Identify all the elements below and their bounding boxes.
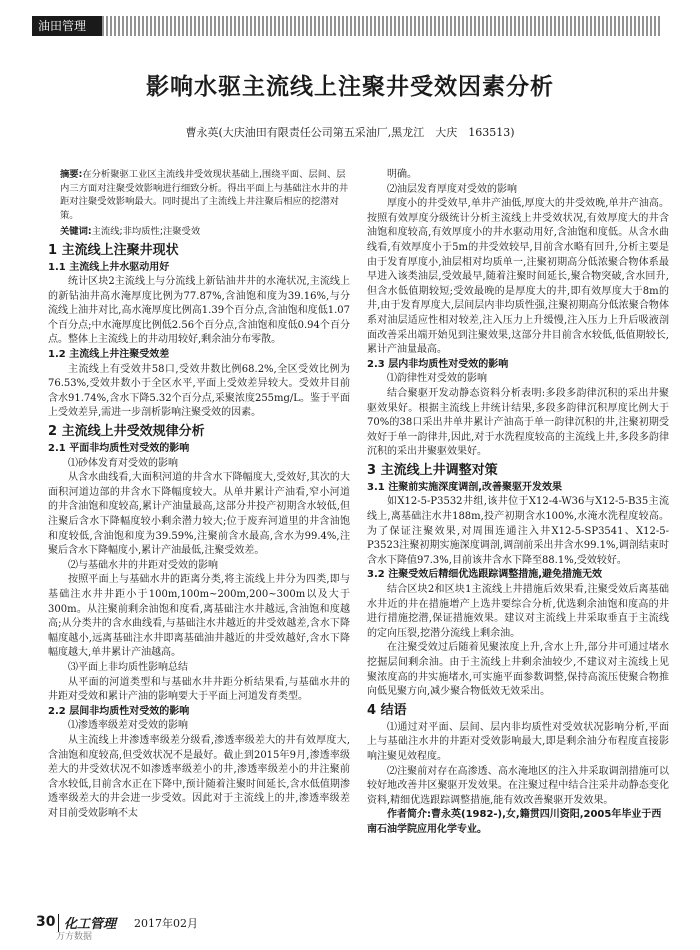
paragraph: 从含水曲线看,大面积河道的井含水下降幅度大,受效好,其次的大面积河道边部的井含水下降幅度较大。从单井累计产油看,窄小河道的井含油饱和度较高,累计产油量最高,这部分井投产初期含水较低,但注聚后含水下降幅度较小剩余潜力较大;位于废弃河道里的井含油饱和度较低,含油饱和度为39.59%,注聚前含水最高,含水为99.4%,注聚后含水下降幅度小,累计产油最低,注聚受效差。 — [48, 472, 350, 557]
header-stripe — [102, 16, 662, 36]
page-footer — [36, 910, 676, 942]
item-heading: ⑵油层发育厚度对受效的影响 — [387, 183, 517, 195]
paragraph: 厚度小的井受效早,单井产油低,厚度大的井受效晚,单井产油高。按照有效厚度分级统计分析主流线上井受效状况,有效厚度大的井含油饱和度较高,有效厚度小的井水驱动用好,含油饱和度低。从含水曲线看,有效厚度小于5m的井受效较早,目前含水略有回升,分析主要是由于发育厚度小,油层相对均质单一,注聚初期高分低浓聚合物体系最早进入该类油层,受效最早,随着注聚时间延长,聚合物突破,含水回升,但含水低值期较短;受效最晚的是厚度大的井,即有效厚度大于8m的井,由于发育厚度大,层间层内非均质性强,注聚初期高分低浓聚合物体系对油层适应性相对较差,注入压力上升缓慢,注入压力上升后吸液剖面改善采出端开始见到注聚效果,这部分井目前含水较低,低值期较长,累计产油量最高。 — [367, 198, 669, 356]
item-heading: ⑵与基础水井的井距对受效的影响 — [68, 559, 218, 571]
page-number: 30 — [36, 914, 56, 930]
paragraph: 主流线上有受效井58口,受效井数比例68.2%,全区受效比例为76.53%,受效井数小于全区水平,平面上受效差异较大。受效井目前含水91.74%,含水下降5.32个百分点,采聚浓度255mg/L。鉴于平面上受效差异,需进一步剖析影响注聚受效的因素。 — [48, 363, 350, 419]
section-heading: 3 主流线上井调整对策 — [367, 462, 498, 478]
left-column — [48, 168, 350, 821]
paragraph: 在注聚受效过后随着见聚浓度上升,含水上升,部分井可通过堵水挖掘层间剩余油。由于主流线上井剩余油较少,不建议对主流线上见聚浓度高的井实施堵水,可实施平面参数调整,保持高流压使聚合物推向低见聚方向,减少聚合物低效无效采出。 — [367, 642, 669, 698]
abstract-label: 摘要: — [60, 169, 83, 180]
section-heading: 4 结语 — [367, 702, 407, 718]
paragraph: 从主流线上井渗透率级差分级看,渗透率级差大的井有效厚度大,含油饱和度较高,但受效状况不是最好。截止到2015年9月,渗透率级差大的井受效状况不如渗透率级差小的井,渗透率级差小的井注聚前含水较低,目前含水正在下降中,预计随着注聚时间延长,含水低值期渗透率级差大的井会进一步受效。因此对于主流线上的井,渗透率级差对目前受效影响不太 — [48, 734, 350, 819]
section-label: 油田管理 — [32, 16, 102, 36]
page-header — [0, 0, 700, 36]
journal-logo: 化工管理 — [64, 917, 117, 932]
subsection-heading: 2.2 层间非均质性对受效的影响 — [48, 705, 190, 717]
section-heading: 1 主流线上注聚井现状 — [48, 242, 179, 258]
paragraph: ⑵注聚前对存在高渗透、高水淹地区的注入井采取调剖措施可以较好地改善井区聚驱开发效果。在注聚过程中结合注采井动静态变化资料,精细优选跟踪调整措施,能有效改善聚驱开发效果。 — [367, 765, 669, 806]
item-heading: ⑶平面上非均质性影响总结 — [68, 661, 188, 673]
item-heading: ⑴渗透率级差对受效的影响 — [68, 720, 188, 732]
keywords — [48, 225, 350, 239]
paragraph: ⑴通过对平面、层间、层内非均质性对受效状况影响分析,平面上与基础注水井的井距对受效影响最大,即是剩余油分布程度直接影响注聚见效程度。 — [367, 721, 669, 762]
keywords-label: 关键词: — [60, 226, 92, 237]
author-line: 曹永英(大庆油田有限责任公司第五采油厂,黑龙江 大庆 163513) — [185, 126, 515, 139]
subsection-heading: 3.1 注聚前实施深度调剖,改善聚驱开发效果 — [367, 481, 562, 493]
paragraph: 统计区块2主流线上与分流线上新钻油井井的水淹状况,主流线上的新钻油井高水淹厚度比例为77.87%,含油饱和度为39.16%,与分流线上油井对比,高水淹厚度比例高1.39个百分点,含油饱和度低1.07个百分点;中水淹厚度比例低2.56个百分点,含油饱和度低0.94个百分点。整体上主流线上的井动用较好,剩余油分布零散。 — [48, 276, 350, 346]
author-bio-text: 曹永英(1982-),女,籍贯四川资阳,2005年毕业于西南石油学院应用化学专业。 — [367, 809, 662, 835]
section-heading: 2 主流线上井受效规律分析 — [48, 424, 205, 440]
right-column — [367, 168, 669, 838]
item-heading: ⑴砂体发育对受效的影响 — [68, 457, 178, 469]
paragraph: 明确。 — [387, 169, 417, 180]
paragraph: 结合聚驱开发动静态资料分析表明:多段多韵律沉积的采出井聚驱效果好。根据主流线上井统计结果,多段多韵律沉积厚度比例大于70%的38口采出井单井累计产油高于单一韵律沉积的井,注聚初期受效好于单一韵律井,因此,对于水洗程度较高的主流线上井,多段多韵律沉积的采出井聚驱效果好。 — [367, 387, 669, 458]
author-bio-label: 作者简介: — [387, 809, 431, 821]
watermark: 万方数据 — [56, 932, 93, 942]
article-title: 影响水驱主流线上注聚井受效因素分析 — [146, 74, 554, 100]
subsection-heading: 2.3 层内非均质性对受效的影响 — [367, 358, 509, 370]
subsection-heading: 3.2 注聚受效后精细优选跟踪调整措施,避免措施无效 — [367, 569, 602, 581]
author-bio — [367, 808, 669, 837]
paragraph: 结合区块2和区块1主流线上井措施后效果看,注聚受效后离基础水井近的井在措施增产上选井要综合分析,优选剩余油饱和度高的井进行措施挖潜,保证措施效果。建议对主流线上井采取垂直于主流线的定向压裂,挖潜分流线上剩余油。 — [367, 584, 669, 639]
issue-date: 2017年02月 — [134, 917, 198, 930]
paragraph: 按照平面上与基础水井的距离分类,将主流线上井分为四类,即与基础注水井井距小于100m,100m~200m,200~300m以及大于300m。从注聚前剩余油饱和度看,离基础注水井越远,含油饱和度越高;从分类井的含水曲线看,与基础注水井越近的井受效越差,含水下降幅度越小,远离基础注水井即离基础油井越近的井受效越好,含水下降幅度越大,单井累计产油越高。 — [48, 574, 350, 659]
abstract-text: 在分析聚驱工业区主流线井受效现状基础上,围绕平面、层间、层内三方面对注聚受效影响进行细致分析。得出平面上与基础注水井的井距对注聚受效影响最大。同时提出了主流线上井注聚后相应的挖潜对策。 — [60, 169, 349, 221]
keywords-text: 主流线;非均质性;注聚受效 — [91, 226, 201, 237]
paragraph: 从平面的河道类型和与基础水井井距分析结果看,与基础水井的井距对受效和累计产油的影响要大于平面上河道发育类型。 — [48, 676, 350, 703]
item-heading: ⑴韵律性对受效的影响 — [387, 373, 487, 385]
abstract — [48, 168, 350, 222]
subsection-heading: 1.2 主流线上井注聚受效差 — [48, 349, 170, 361]
subsection-heading: 1.1 主流线上井水驱动用好 — [48, 261, 170, 273]
subsection-heading: 2.1 平面非均质性对受效的影响 — [48, 443, 190, 455]
paragraph: 如X12-5-P3532井组,该井位于X12-4-W36与X12-5-B35主流线上,离基础注水井188m,投产初期含水100%,水淹水洗程度较高。为了保证注聚效果,对周围连通注入井X12-5-SP3541、X12-5-P3523注聚初期实施深度调剖,调剖前采出井含水99.1%,调剖结束时含水下降值97.3%,目前该井含水下降至88.1%,受效较好。 — [367, 496, 669, 566]
